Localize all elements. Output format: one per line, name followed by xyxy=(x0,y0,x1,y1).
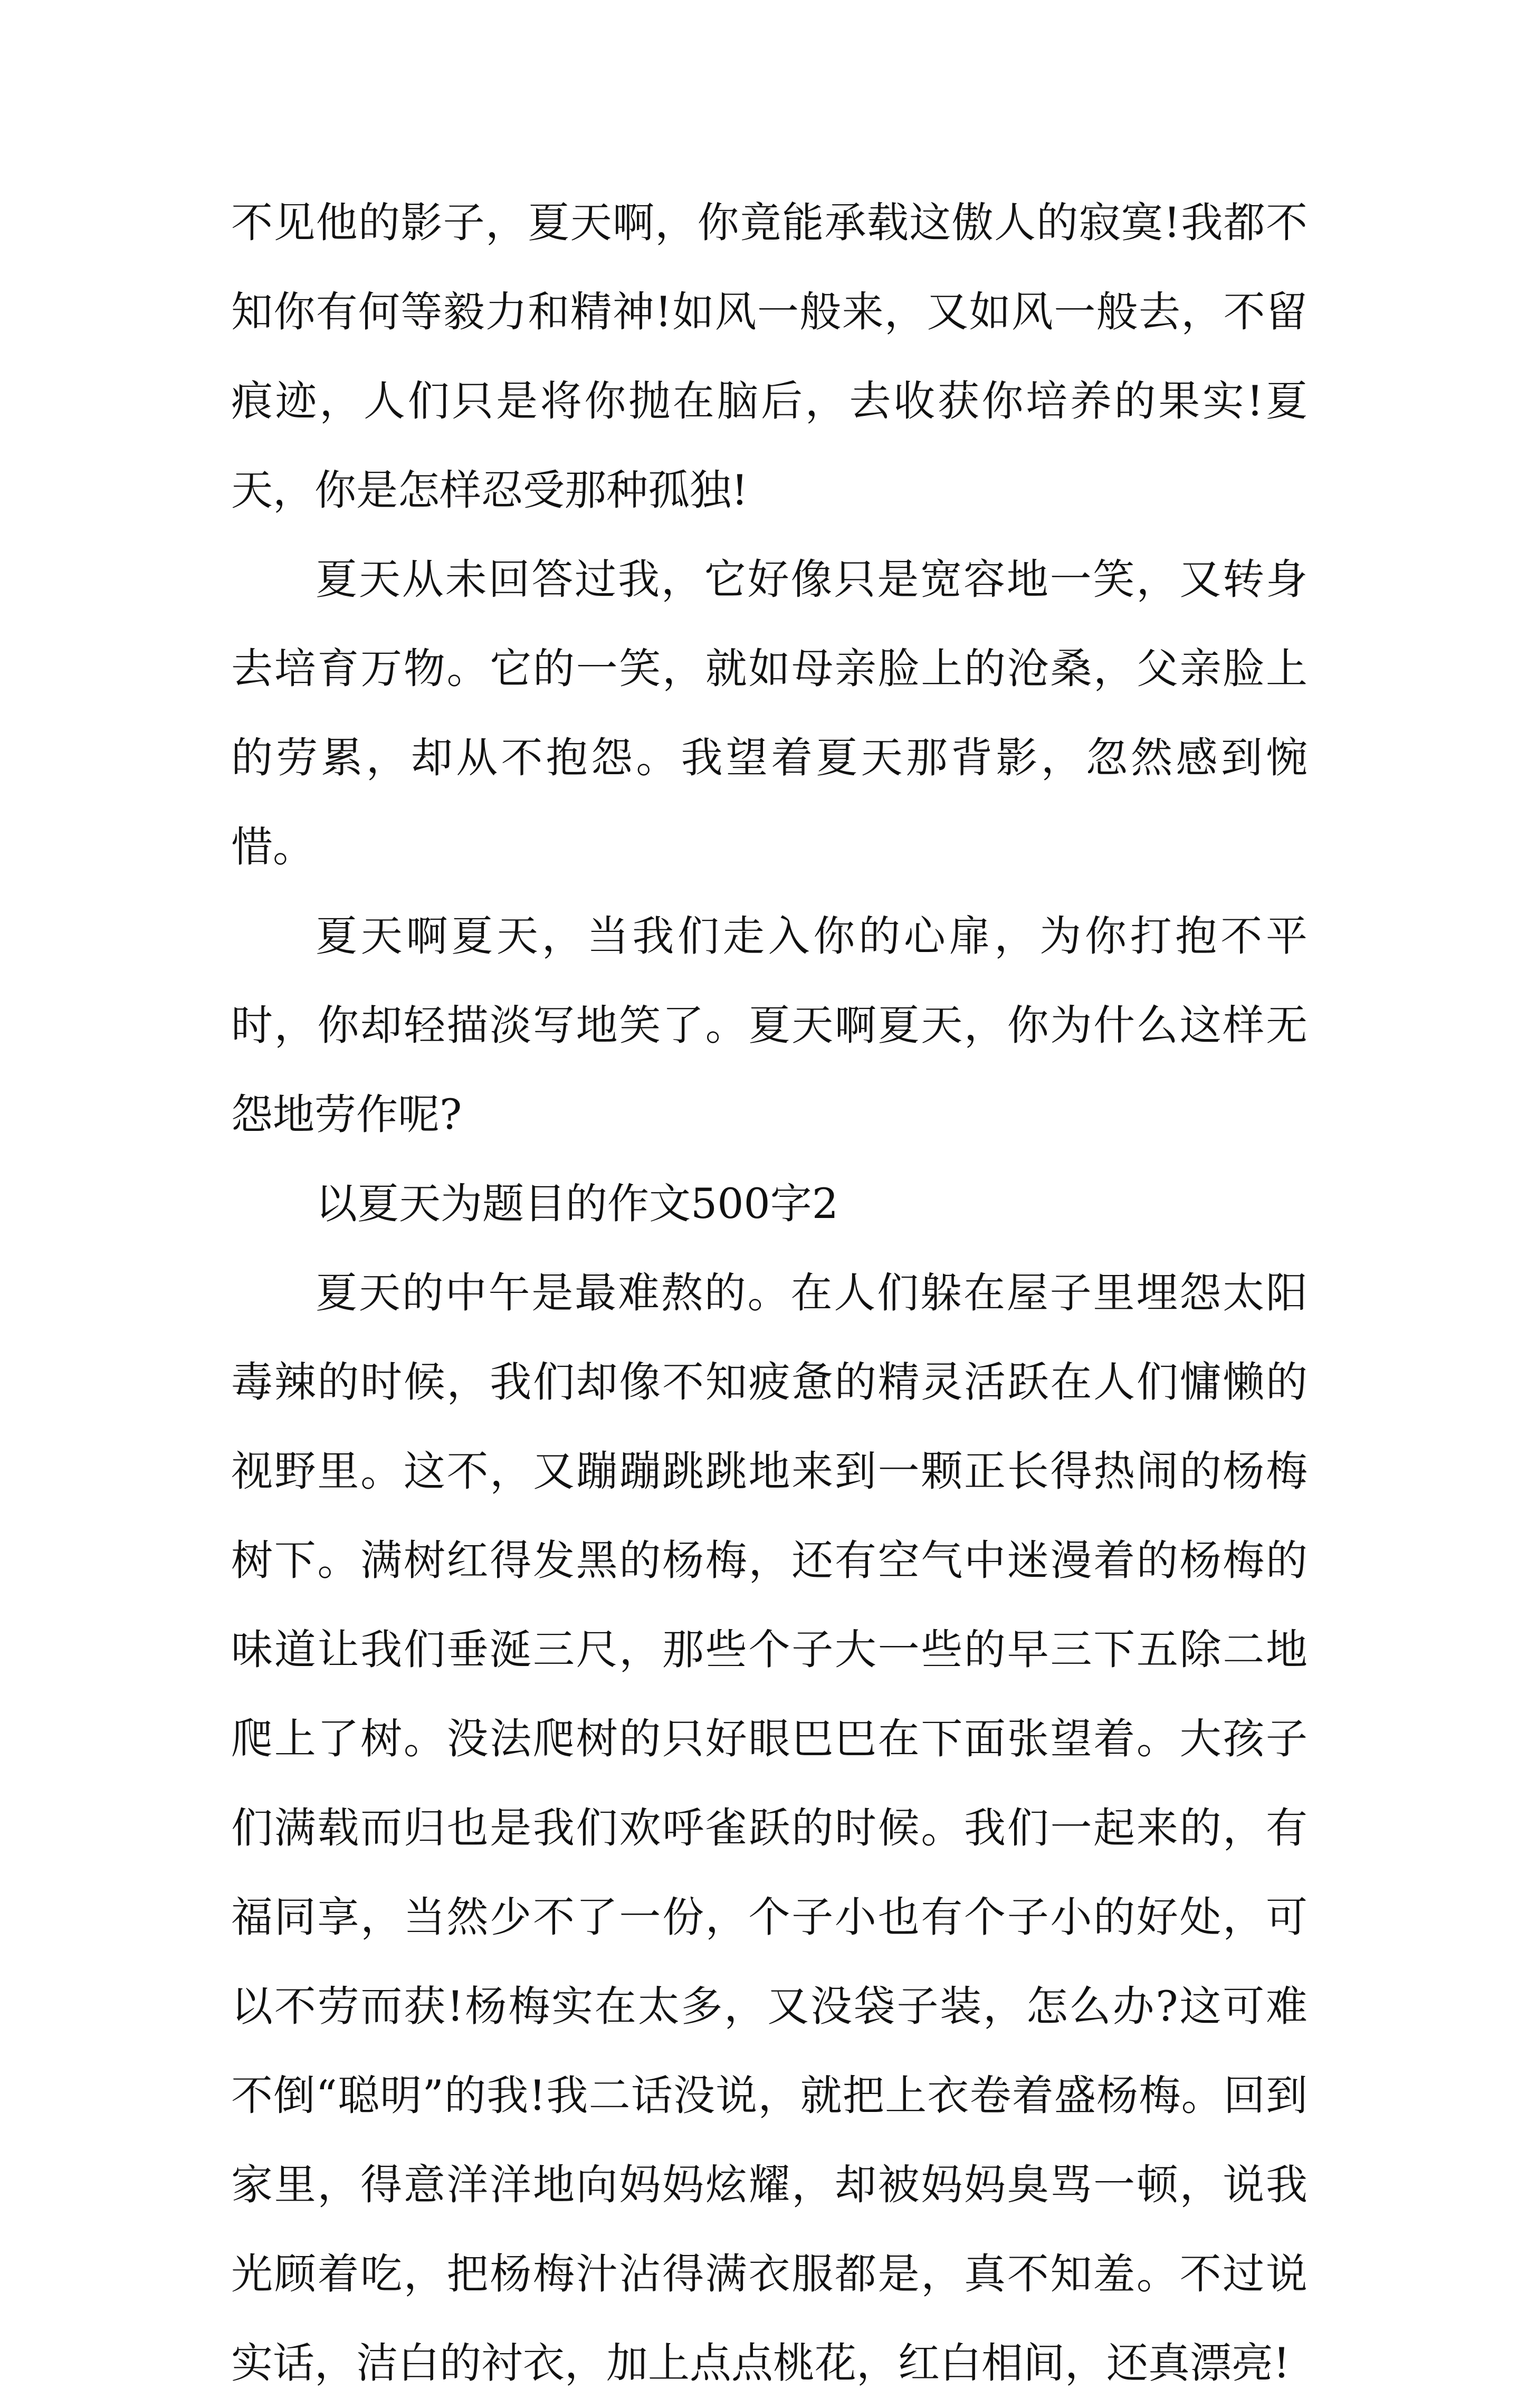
paragraph-continuation: 不见他的影子，夏天啊，你竟能承载这傲人的寂寞!我都不知你有何等毅力和精神!如风一般来，又如风一般去，不留痕迹，人们只是将你抛在脑后，去收获你培养的果实!夏天，你是怎样忍受那种孤独! xyxy=(231,198,1308,515)
paragraph-bayberry-story: 夏天的中午是最难熬的。在人们躲在屋子里埋怨太阳毒辣的时候，我们却像不知疲惫的精灵活跃在人们慵懒的视野里。这不，又蹦蹦跳跳地来到一颗正长得热闹的杨梅树下。满树红得发黑的杨梅，还有空气中迷漫着的杨梅的味道让我们垂涎三尺，那些个子大一些的早三下五除二地爬上了树。没法爬树的只好眼巴巴在下面张望着。大孩子们满载而归也是我们欢呼雀跃的时候。我们一起来的，有福同享，当然少不了一份，个子小也有个子小的好处，可以不劳而获!杨梅实在太多，又没袋子装，怎么办?这可难不倒“聪明”的我!我二话没说，就把上衣卷着盛杨梅。回到家里，得意洋洋地向妈妈炫耀，却被妈妈臭骂一顿，说我光顾着吃，把杨梅汁沾得满衣服都是，真不知羞。不过说实话，洁白的衬衣，加上点点桃花，红白相间，还真漂亮! xyxy=(231,1269,1308,2387)
section-title: 以夏天为题目的作文500字2 xyxy=(316,1179,839,1228)
paragraph-summer-smile: 夏天从未回答过我，它好像只是宽容地一笑，又转身去培育万物。它的一笑，就如母亲脸上的沧桑，父亲脸上的劳累，却从不抱怨。我望着夏天那背影，忽然感到惋惜。 xyxy=(231,555,1308,871)
paragraph-summer-question: 夏天啊夏天，当我们走入你的心扉，为你打抱不平时，你却轻描淡写地笑了。夏天啊夏天，你为什么这样无怨地劳作呢? xyxy=(231,912,1308,1139)
document-body xyxy=(231,178,1308,2408)
